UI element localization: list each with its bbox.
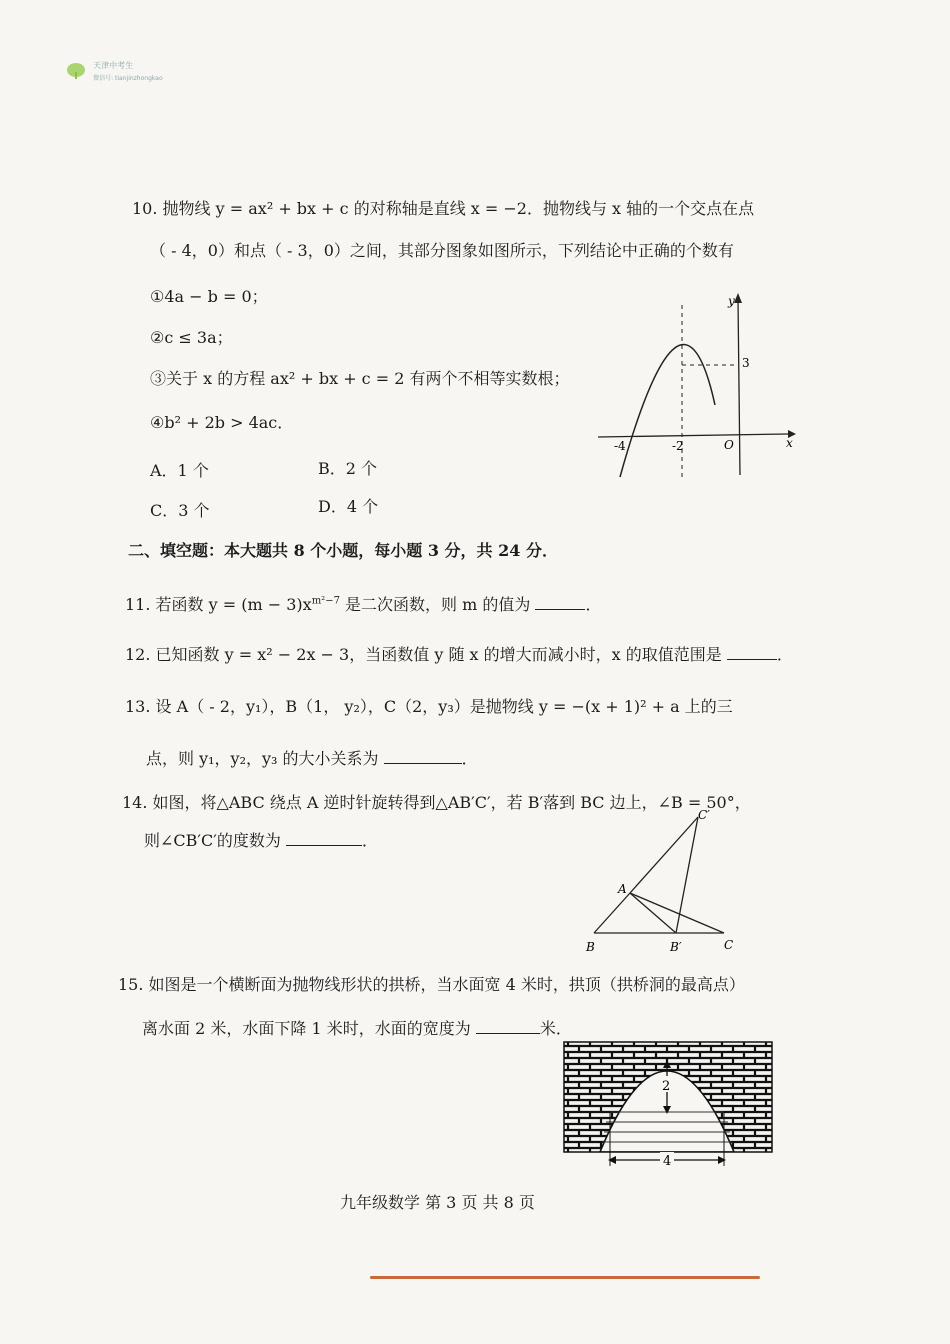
logo-icon — [66, 62, 88, 80]
q14-text-1: 如图，将△ABC 绕点 A 逆时针旋转得到△AB′C′，若 B′落到 BC 边上，∠B = 50°， — [152, 793, 751, 812]
q13-line1 — [125, 694, 733, 717]
q12-answer-blank[interactable] — [727, 645, 777, 660]
graph-label-3: 3 — [742, 356, 750, 370]
fig-label-c: C — [724, 938, 734, 952]
q15-bridge-figure — [560, 1040, 775, 1170]
q10-line1 — [132, 196, 754, 219]
q10-option-b: B．2 个 — [318, 459, 378, 478]
q11-text-b: 是二次函数，则 m 的值为 — [339, 595, 531, 614]
q10-parabola-graph — [590, 285, 800, 485]
q10-line2: （ - 4，0）和点（ - 3，0）之间，其部分图象如图所示，下列结论中正确的个数有 — [150, 241, 734, 260]
q13-answer-blank[interactable] — [384, 749, 462, 764]
q12 — [125, 642, 793, 665]
q10-item-3: ③关于 x 的方程 ax² + bx + c = 2 有两个不相等实数根； — [150, 369, 570, 388]
q12-number: 12. — [125, 645, 151, 664]
y-axis — [738, 299, 740, 475]
q10-item-1: ①4a − b = 0； — [150, 287, 268, 306]
q11-number: 11. — [125, 595, 151, 614]
q15-line2 — [142, 1016, 572, 1039]
bridge-height-label: 2 — [662, 1079, 671, 1094]
q11-exponent: m²−7 — [311, 595, 340, 607]
q11 — [125, 592, 601, 615]
q15-number: 15. — [118, 975, 144, 994]
q13-line2 — [146, 746, 478, 769]
fig-label-b: B — [586, 940, 595, 954]
page-footer: 九年级数学 第 3 页 共 8 页 — [340, 1193, 535, 1212]
q10-item-4: ④b² + 2b > 4ac． — [150, 413, 294, 432]
graph-y-label: y — [728, 294, 735, 308]
q15-text-1: 如图是一个横断面为抛物线形状的拱桥，当水面宽 4 米时，拱顶（拱桥洞的最高点） — [148, 975, 745, 994]
graph-x-label: x — [786, 436, 793, 450]
q11-text-a: 若函数 y = (m − 3)x — [155, 595, 312, 614]
q10-text-1: 抛物线 y = ax² + bx + c 的对称轴是直线 x = −2．抛物线与 x 轴的一个交点在点 — [162, 199, 755, 218]
q15-answer-blank[interactable] — [476, 1019, 540, 1034]
q15-text-2: 离水面 2 米，水面下降 1 米时，水面的宽度为 — [142, 1019, 471, 1038]
q13-text-1: 设 A（ - 2，y₁），B（1， y₂），C（2，y₃）是抛物线 y = −(x + 1)² + a 上的三 — [155, 697, 733, 716]
q13-end: ． — [461, 749, 478, 768]
logo-name: 天津中考生 — [93, 61, 134, 70]
y-axis-arrow-icon — [734, 293, 742, 303]
q15-end: 米． — [539, 1019, 572, 1038]
q10-option-c: C．3 个 — [150, 501, 210, 520]
parabola-curve — [620, 345, 715, 477]
q14-answer-blank[interactable] — [286, 831, 362, 846]
bottom-rule — [370, 1276, 760, 1279]
q14-line2 — [144, 828, 378, 851]
graph-origin-label: O — [724, 438, 734, 452]
q14-triangle-figure — [580, 805, 750, 960]
q13-text-2: 点，则 y₁，y₂，y₃ 的大小关系为 — [146, 749, 379, 768]
section-2-heading: 二、填空题：本大题共 8 个小题，每小题 3 分，共 24 分． — [128, 541, 558, 560]
logo — [66, 58, 163, 83]
q10-option-d: D．4 个 — [318, 497, 379, 516]
fig-label-c-prime: C′ — [698, 808, 710, 822]
q13-number: 13. — [125, 697, 151, 716]
fig-label-b-prime: B′ — [670, 940, 682, 954]
q15-line1 — [118, 972, 745, 995]
logo-sub: 微信号: tianjinzhongkao — [93, 75, 163, 82]
q14-text-2: 则∠CB′C′的度数为 — [144, 831, 281, 850]
graph-label-neg2: -2 — [672, 439, 684, 453]
fig-label-a: A — [618, 882, 627, 896]
q10-item-2: ②c ≤ 3a； — [150, 328, 233, 347]
q12-end: ． — [776, 645, 793, 664]
bridge-width-label: 4 — [663, 1154, 672, 1169]
q12-text: 已知函数 y = x² − 2x − 3，当函数值 y 随 x 的增大而减小时，x 的取值范围是 — [155, 645, 722, 664]
q10-option-a: A．1 个 — [150, 461, 209, 480]
q11-end: ． — [585, 595, 602, 614]
q10-number: 10. — [132, 199, 158, 218]
q11-answer-blank[interactable] — [535, 595, 585, 610]
x-axis — [598, 434, 788, 437]
q14-end: ． — [362, 831, 379, 850]
q14-number: 14. — [122, 793, 148, 812]
graph-label-neg4: -4 — [614, 439, 626, 453]
